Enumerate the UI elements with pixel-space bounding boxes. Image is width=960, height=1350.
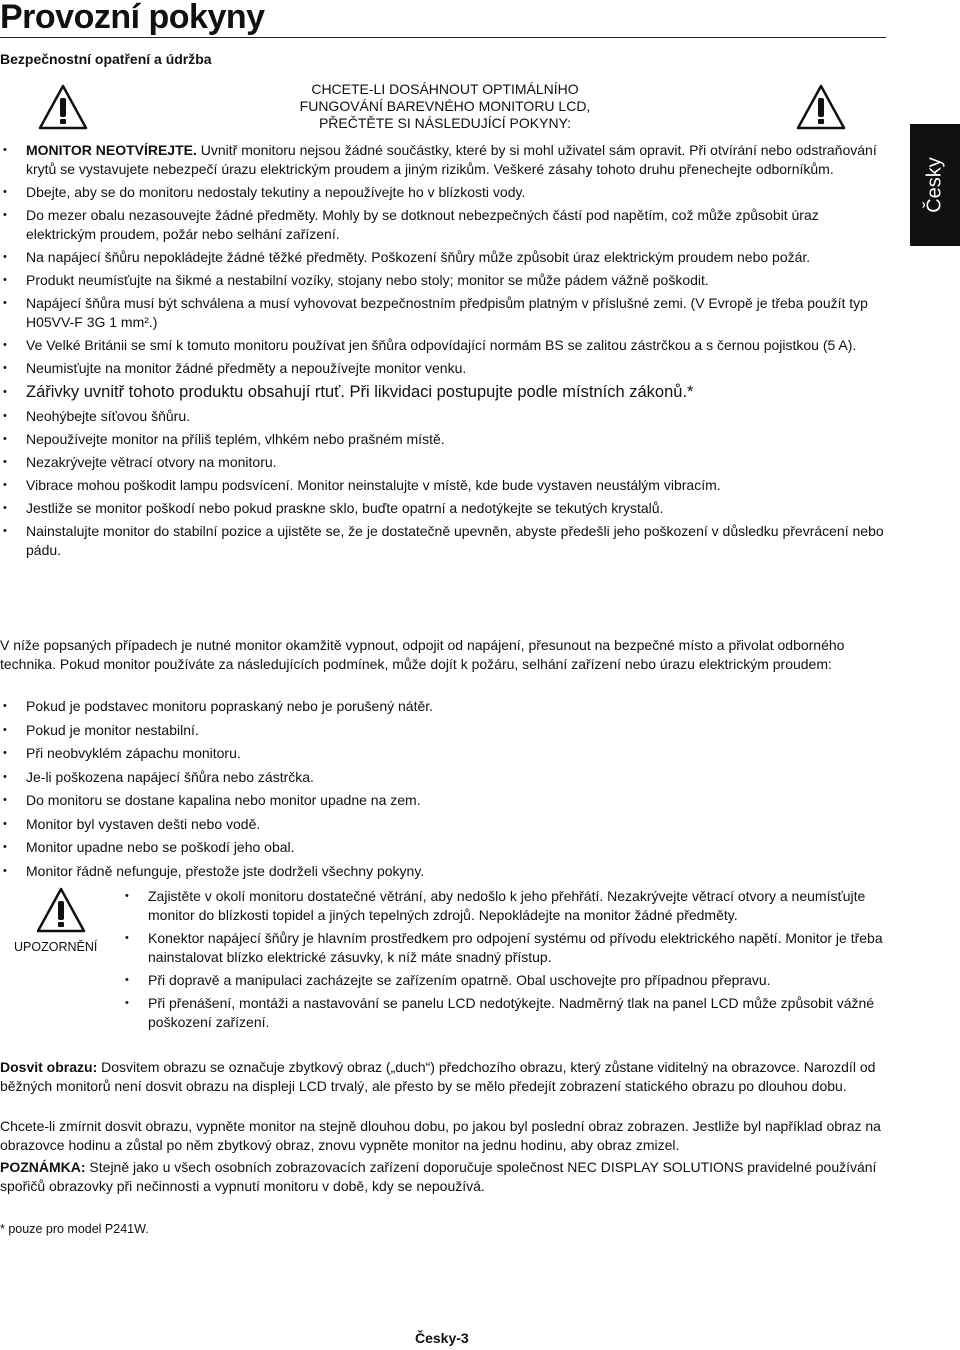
warning-line: PŘEČTĚTE SI NÁSLEDUJÍCÍ POKYNY:	[318, 115, 572, 131]
list-item: • Zajistěte v okolí monitoru dostatečné větrání, aby nedošlo k jeho přehřátí. Nezakrývejte větrací otvory a neumísťujte monitor do blízkosti topidel a jiných tepelných zdrojů. Nepokládejte na monitor žádné předměty.	[122, 887, 892, 925]
image-persistence-paragraph-2: Chcete-li zmírnit dosvit obrazu, vypněte monitor na stejně dlouhou dobu, po jakou byl poslední obraz zobrazen. Jestliže byl například obraz na obrazovce hodinu a zůstal po něm zbytkový obraz, znovu vypněte monitor na jednu hodinu, aby obraz zmizel.	[0, 1118, 881, 1153]
list-item: • Při dopravě a manipulaci zacházejte se zařízením opatrně. Obal uschovejte pro případnou přepravu.	[122, 971, 892, 990]
title-divider	[0, 37, 886, 38]
language-tab-label: Česky	[923, 157, 946, 213]
list-item: • Nepoužívejte monitor na příliš teplém, vlhkém nebo prašném místě.	[0, 430, 890, 449]
warning-triangle-icon	[36, 887, 86, 933]
list-item: • Ve Velké Británii se smí k tomuto monitoru používat jen šňůra odpovídající normám BS se zalitou zástrčkou a s černou pojistkou (5 A).	[0, 336, 890, 355]
section-heading: Bezpečnostní opatření a údržba	[0, 51, 212, 67]
caution-list	[122, 887, 892, 1036]
emergency-intro: V níže popsaných případech je nutné monitor okamžitě vypnout, odpojit od napájení, přesunout na bezpečné místo a přivolat odborného technika. Pokud monitor používáte za následujících podmínek, může dojít k požáru, selhání zařízení nebo úrazu elektrickým proudem:	[0, 637, 845, 672]
warning-line: FUNGOVÁNÍ BAREVNÉHO MONITORU LCD,	[299, 98, 591, 114]
list-item	[0, 141, 890, 179]
list-item: • Nezakrývejte větrací otvory na monitoru.	[0, 453, 890, 472]
list-item: • Nainstalujte monitor do stabilní pozice a ujistěte se, že je dostatečně upevněn, abyste předešli jeho poškození v důsledku převrácení nebo pádu.	[0, 522, 890, 560]
list-item: • Do monitoru se dostane kapalina nebo monitor upadne na zem.	[0, 791, 890, 810]
list-item: • Napájecí šňůra musí být schválena a musí vyhovovat bezpečnostním předpisům platným v příslušné zemi. (V Evropě je třeba použít typ H05VV-F 3G 1 mm².)	[0, 294, 890, 332]
list-item: • Pokud je podstavec monitoru popraskaný nebo je porušený nátěr.	[0, 697, 890, 716]
list-item: • Jestliže se monitor poškodí nebo pokud praskne sklo, buďte opatrní a nedotýkejte se tekutých krystalů.	[0, 499, 890, 518]
footnote: * pouze pro model P241W.	[0, 1222, 149, 1236]
page-number: Česky-3	[415, 1330, 469, 1346]
paragraph-lead: Dosvit obrazu:	[0, 1059, 98, 1075]
list-item: • Je-li poškozena napájecí šňůra nebo zástrčka.	[0, 768, 890, 787]
list-item: • Neumisťujte na monitor žádné předměty a nepoužívejte monitor venku.	[0, 359, 890, 378]
list-item: • Produkt neumísťujte na šikmé a nestabilní vozíky, stojany nebo stoly; monitor se může pádem vážně poškodit.	[0, 271, 890, 290]
list-item: • Monitor řádně nefunguje, přestože jste dodrželi všechny pokyny.	[0, 862, 890, 881]
list-item: • Při neobvyklém zápachu monitoru.	[0, 744, 890, 763]
item-text: Uvnitř monitoru nejsou žádné součástky, které by si mohl uživatel sám opravit. Při otvírání nebo odstraňování krytů se vystavujete nebezpečí úrazu elektrickým proudem a jiným rizikům. Veškeré zásahy tohoto druhu přenechejte odborníkům.	[26, 142, 877, 177]
note-text: Stejně jako u všech osobních zobrazovacích zařízení doporučuje společnost NEC DISPLAY SOLUTIONS pravidelné používání spořičů obrazovky při nečinnosti a vypnutí monitoru v době, kdy se nepoužívá.	[0, 1159, 877, 1194]
language-tab	[910, 124, 960, 246]
warning-heading	[250, 81, 640, 132]
list-item: • Vibrace mohou poškodit lampu podsvícení. Monitor neinstalujte v místě, kde bude vystaven neustálým vibracím.	[0, 476, 890, 495]
page-title: Provozní pokyny	[0, 0, 265, 36]
emergency-list	[0, 697, 890, 885]
safety-list	[0, 141, 890, 564]
note-lead: POZNÁMKA:	[0, 1159, 86, 1175]
list-item: • Neohýbejte síťovou šňůru.	[0, 407, 890, 426]
caution-label: UPOZORNĚNÍ	[14, 940, 98, 954]
note-paragraph	[0, 1158, 890, 1196]
warning-line: CHCETE-LI DOSÁHNOUT OPTIMÁLNÍHO	[311, 81, 579, 97]
list-item: • Monitor upadne nebo se poškodí jeho obal.	[0, 838, 890, 857]
list-item: • Monitor byl vystaven dešti nebo vodě.	[0, 815, 890, 834]
image-persistence-paragraph	[0, 1058, 890, 1096]
item-lead: MONITOR NEOTVÍREJTE.	[26, 142, 197, 158]
list-item: • Pokud je monitor nestabilní.	[0, 721, 890, 740]
list-item: • Dbejte, aby se do monitoru nedostaly tekutiny a nepoužívejte ho v blízkosti vody.	[0, 183, 890, 202]
list-item: • Při přenášení, montáži a nastavování se panelu LCD nedotýkejte. Nadměrný tlak na panel LCD může způsobit vážné poškození zařízení.	[122, 994, 892, 1032]
paragraph-text: Dosvitem obrazu se označuje zbytkový obraz („duch“) předchozího obrazu, který zůstane viditelný na obrazovce. Narozdíl od běžných monitorů není dosvit obrazu na displeji LCD trvalý, ale přesto by se mělo předejít zobrazení statického obrazu po dlouhou dobu.	[0, 1059, 876, 1094]
list-item: • Na napájecí šňůru nepokládejte žádné těžké předměty. Poškození šňůry může způsobit úraz elektrickým proudem nebo požár.	[0, 248, 890, 267]
warning-triangle-icon	[796, 84, 846, 130]
warning-triangle-icon	[38, 84, 88, 130]
list-item: • Konektor napájecí šňůry je hlavním prostředkem pro odpojení systému od přívodu elektrického napětí. Monitor je třeba nainstalovat blízko elektrické zásuvky, k níž máte snadný přístup.	[122, 929, 892, 967]
list-item: • Zářivky uvnitř tohoto produktu obsahují rtuť. Při likvidaci postupujte podle místních zákonů.*	[0, 382, 890, 403]
list-item: • Do mezer obalu nezasouvejte žádné předměty. Mohly by se dotknout nebezpečných částí pod napětím, což může způsobit úraz elektrickým proudem, požár nebo selhání zařízení.	[0, 206, 890, 244]
